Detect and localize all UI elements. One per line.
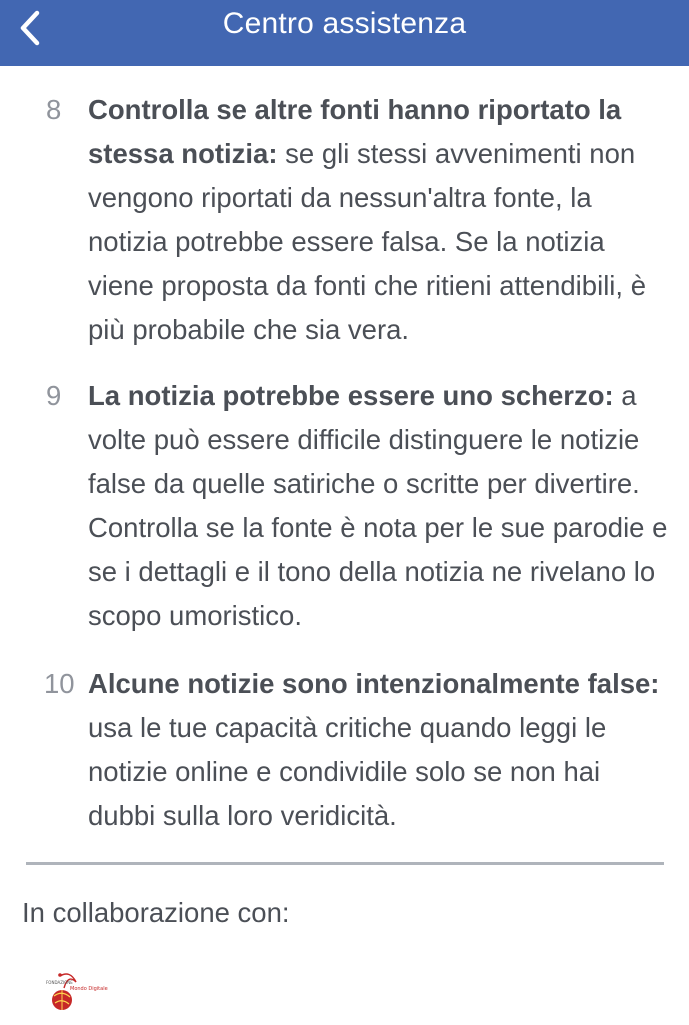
tip-number: 9 bbox=[46, 380, 62, 411]
tip-item bbox=[0, 662, 689, 838]
logo-name: Mondo Digitale bbox=[70, 986, 108, 992]
tip-title: La notizia potrebbe essere uno scherzo: bbox=[88, 380, 614, 411]
tip-title: Controlla se altre fonti hanno riportato la stessa notizia: bbox=[88, 94, 622, 169]
tip-body: se gli stessi avvenimenti non vengono riportati da nessun'altra fonte, la notizia potrebbe essere falsa. Se la notizia viene proposta da fonti che ritieni attendibili, è più probabile che sia vera. bbox=[88, 138, 646, 345]
tip-item bbox=[0, 374, 689, 662]
tip-item bbox=[0, 88, 689, 374]
tip-title: Alcune notizie sono intenzionalmente false: bbox=[88, 668, 660, 699]
page-title: Centro assistenza bbox=[222, 7, 467, 40]
top-navigation-bar bbox=[0, 0, 689, 66]
divider bbox=[26, 862, 664, 865]
tip-number: 8 bbox=[46, 94, 62, 125]
partner-logo bbox=[46, 964, 126, 1020]
collaboration-label: In collaborazione con: bbox=[22, 897, 290, 928]
tip-body: a volte può essere difficile distinguere le notizie false da quelle satiriche o scritte per divertire. Controlla se la fonte è nota per le sue parodie e se i dettagli e il tono della notizia ne rivelano lo scopo umoristico. bbox=[88, 380, 668, 631]
tips-list bbox=[0, 88, 689, 838]
logo-small-text: FONDAZIONE bbox=[46, 980, 73, 985]
tip-number: 10 bbox=[44, 668, 75, 699]
tip-body: usa le tue capacità critiche quando leggi le notizie online e condividile solo se non hai dubbi sulla loro veridicità. bbox=[88, 712, 607, 831]
